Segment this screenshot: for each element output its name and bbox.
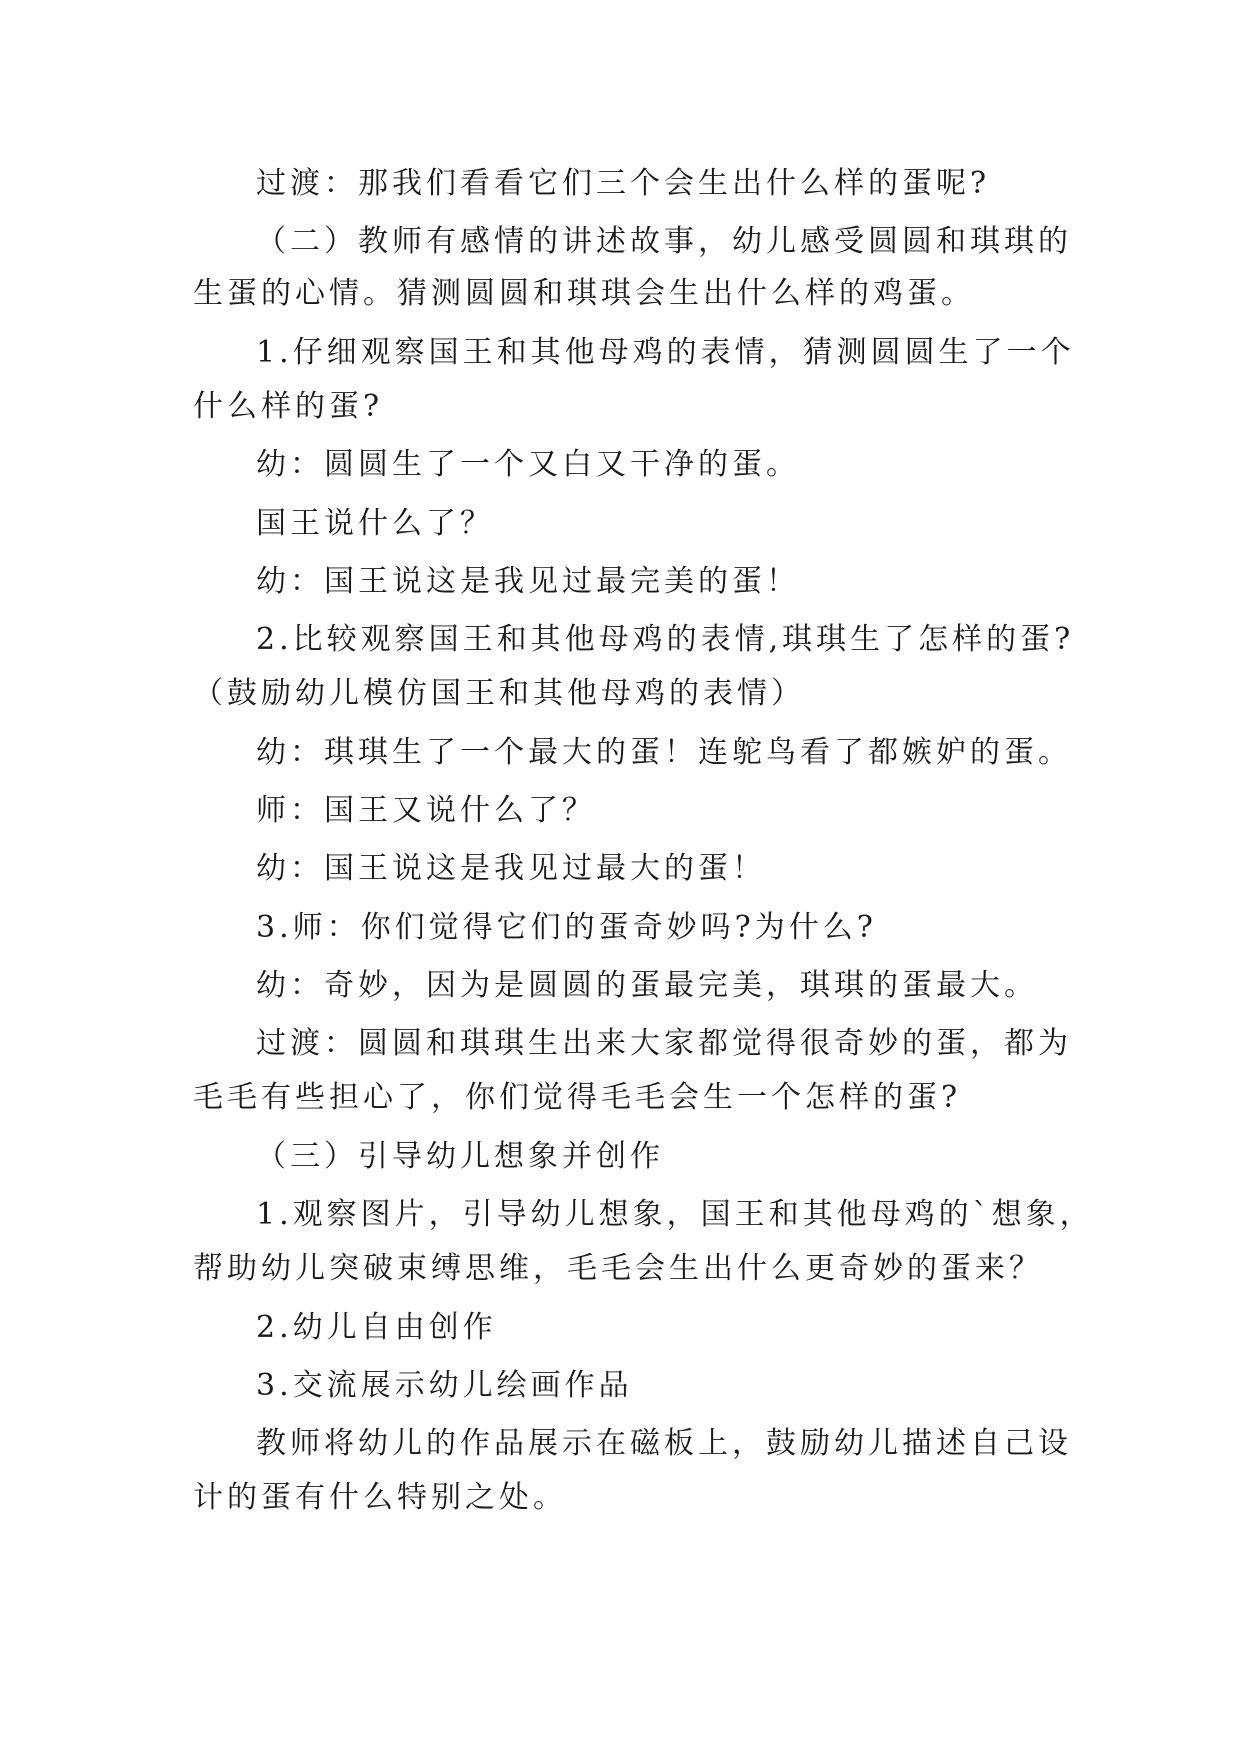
text-line-transition-2-cont: 毛毛有些担心了，你们觉得毛毛会生一个怎样的蛋? xyxy=(193,1080,962,1115)
text-line-item-2: 2.比较观察国王和其他母鸡的表情,琪琪生了怎样的蛋? xyxy=(256,622,1075,657)
text-line-child-answer-5: 幼：奇妙，因为是圆圆的蛋最完美，琪琪的蛋最大。 xyxy=(256,968,1038,1003)
text-line-child-answer-3: 幼：琪琪生了一个最大的蛋！连鸵鸟看了都嫉妒的蛋。 xyxy=(256,735,1072,770)
text-line-question-king: 国王说什么了？ xyxy=(256,506,494,541)
text-line-section-2-heading: （二）教师有感情的讲述故事，幼儿感受圆圆和琪琪的 xyxy=(256,224,1072,259)
text-line-display-works-cont: 计的蛋有什么特别之处。 xyxy=(193,1480,567,1515)
text-line-item-1: 1.仔细观察国王和其他母鸡的表情，猜测圆圆生了一个 xyxy=(256,335,1075,370)
text-line-display-works: 教师将幼儿的作品展示在磁板上，鼓励幼儿描述自己设 xyxy=(256,1426,1072,1461)
text-line-section-3-item-2: 2.幼儿自由创作 xyxy=(256,1310,497,1345)
text-line-child-answer-2: 幼：国王说这是我见过最完美的蛋！ xyxy=(256,564,800,599)
text-line-transition-1: 过渡：那我们看看它们三个会生出什么样的蛋呢? xyxy=(256,166,991,201)
text-line-child-answer-4: 幼：国王说这是我见过最大的蛋！ xyxy=(256,851,766,886)
text-line-section-3-item-1-cont: 帮助幼儿突破束缚思维，毛毛会生出什么更奇妙的蛋来？ xyxy=(193,1251,1043,1286)
text-line-section-3-heading: （三）引导幼儿想象并创作 xyxy=(256,1139,664,1174)
text-line-section-3-item-1: 1.观察图片，引导幼儿想象，国王和其他母鸡的`想象， xyxy=(256,1197,1094,1232)
text-line-item-3: 3.师：你们觉得它们的蛋奇妙吗?为什么? xyxy=(256,910,877,945)
text-line-item-2-note: （鼓励幼儿模仿国王和其他母鸡的表情） xyxy=(193,676,805,711)
text-line-transition-2: 过渡：圆圆和琪琪生出来大家都觉得很奇妙的蛋，都为 xyxy=(256,1026,1072,1061)
text-line-teacher-question: 师：国王又说什么了？ xyxy=(256,793,596,828)
text-line-child-answer-1: 幼：圆圆生了一个又白又干净的蛋。 xyxy=(256,447,800,482)
text-line-section-3-item-3: 3.交流展示幼儿绘画作品 xyxy=(256,1368,633,1403)
text-line-section-2-heading-cont: 生蛋的心情。猜测圆圆和琪琪会生出什么样的鸡蛋。 xyxy=(193,276,975,311)
text-line-item-1-cont: 什么样的蛋? xyxy=(193,389,384,424)
